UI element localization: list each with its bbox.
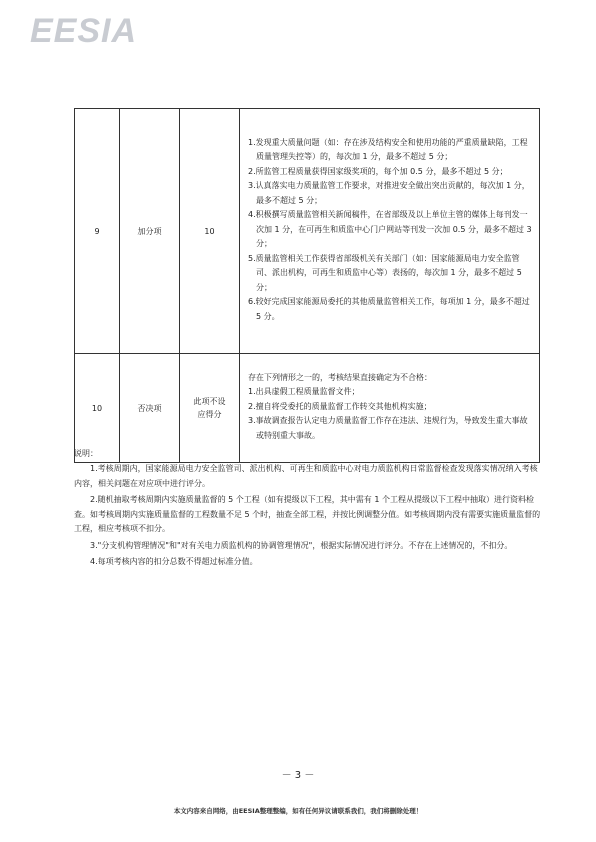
criteria-item: 3.认真落实电力质量监管工作要求，对推进安全做出突出贡献的，每次加 1 分，最多不超过 5 分； [248, 181, 530, 205]
score-value [180, 354, 240, 463]
row-number: 10 [75, 354, 120, 463]
criteria-item: 3.事故调查报告认定电力质量监督工作存在违法、违规行为，导致发生重大事故或特别重大事故。 [248, 416, 528, 440]
eesia-logo: EESIA [30, 12, 138, 50]
row-number: 9 [75, 109, 120, 354]
note-paragraph: 4.每项考核内容的扣分总数不得超过标准分值。 [90, 557, 258, 566]
table-row [75, 354, 540, 463]
table-row [75, 109, 540, 354]
item-name: 否决项 [120, 354, 180, 463]
criteria-item: 4.积极撰写质量监管相关新闻稿件，在省部级及以上单位主管的媒体上每刊发一次加 1 分，在可再生和质监中心门户网站等刊发一次加 0.5 分，最多不超过 3 分； [248, 210, 532, 249]
criteria-lead: 存在下列情形之一的，考核结果直接确定为不合格： [248, 372, 432, 382]
criteria-item: 1.出具虚假工程质量监督文件； [248, 387, 360, 397]
page-number: － 3 － [281, 770, 315, 781]
item-name: 加分项 [120, 109, 180, 354]
note-paragraph: 3."分支机构管理情况"和"对有关电力质监机构的协调管理情况"，根据实际情况进行评分。不存在上述情况的，不扣分。 [90, 540, 513, 550]
scoring-table [74, 108, 540, 463]
note-paragraph: 2.随机抽取考核周期内实施质量监督的 5 个工程（如有提级以下工程，其中需有 1 个工程从提级以下工程中抽取）进行资料检查。如考核周期内实施质量监督的工程数量不足 5 个时，抽查全部工程，并按比例调整分值。如考核周期内没有需要实施质量监督的工程，相应考核项不扣分。 [74, 495, 541, 533]
note-paragraph: 1.考核周期内，国家能源局电力安全监管司、派出机构、可再生和质监中心对电力质监机构日常监督检查发现落实情况纳入考核内容，相关问题在对应项中进行评分。 [74, 464, 538, 488]
score-text-line: 此项不设 [193, 397, 226, 406]
criteria-item: 6.较好完成国家能源局委托的其他质量监管相关工作，每项加 1 分，最多不超过 5 分。 [248, 297, 530, 321]
notes-title: 说明： [74, 449, 98, 458]
score-text-line: 应得分 [197, 410, 222, 419]
footer-disclaimer: 本文内容来自网络，由EESIA整理整编，如有任何异议请联系我们，我们将删除处理！ [173, 807, 423, 815]
criteria-item: 2.所监管工程质量获得国家级奖项的，每个加 0.5 分，最多不超过 5 分； [248, 166, 508, 176]
score-value: 10 [180, 109, 240, 354]
criteria-item: 5.质量监管相关工作获得省部级机关有关部门（如：国家能源局电力安全监管司、派出机构，可再生和质监中心等）表扬的，每次加 1 分，最多不超过 5 分； [248, 253, 522, 292]
criteria-item: 1.发现重大质量问题（如：存在涉及结构安全和使用功能的严重质量缺陷，工程质量管理失控等）的，每次加 1 分，最多不超过 5 分； [248, 137, 528, 162]
criteria-content [240, 354, 540, 463]
notes-section [74, 448, 544, 572]
criteria-content [240, 109, 540, 354]
criteria-item: 2.擅自将受委托的质量监督工作转交其他机构实施； [248, 401, 432, 411]
